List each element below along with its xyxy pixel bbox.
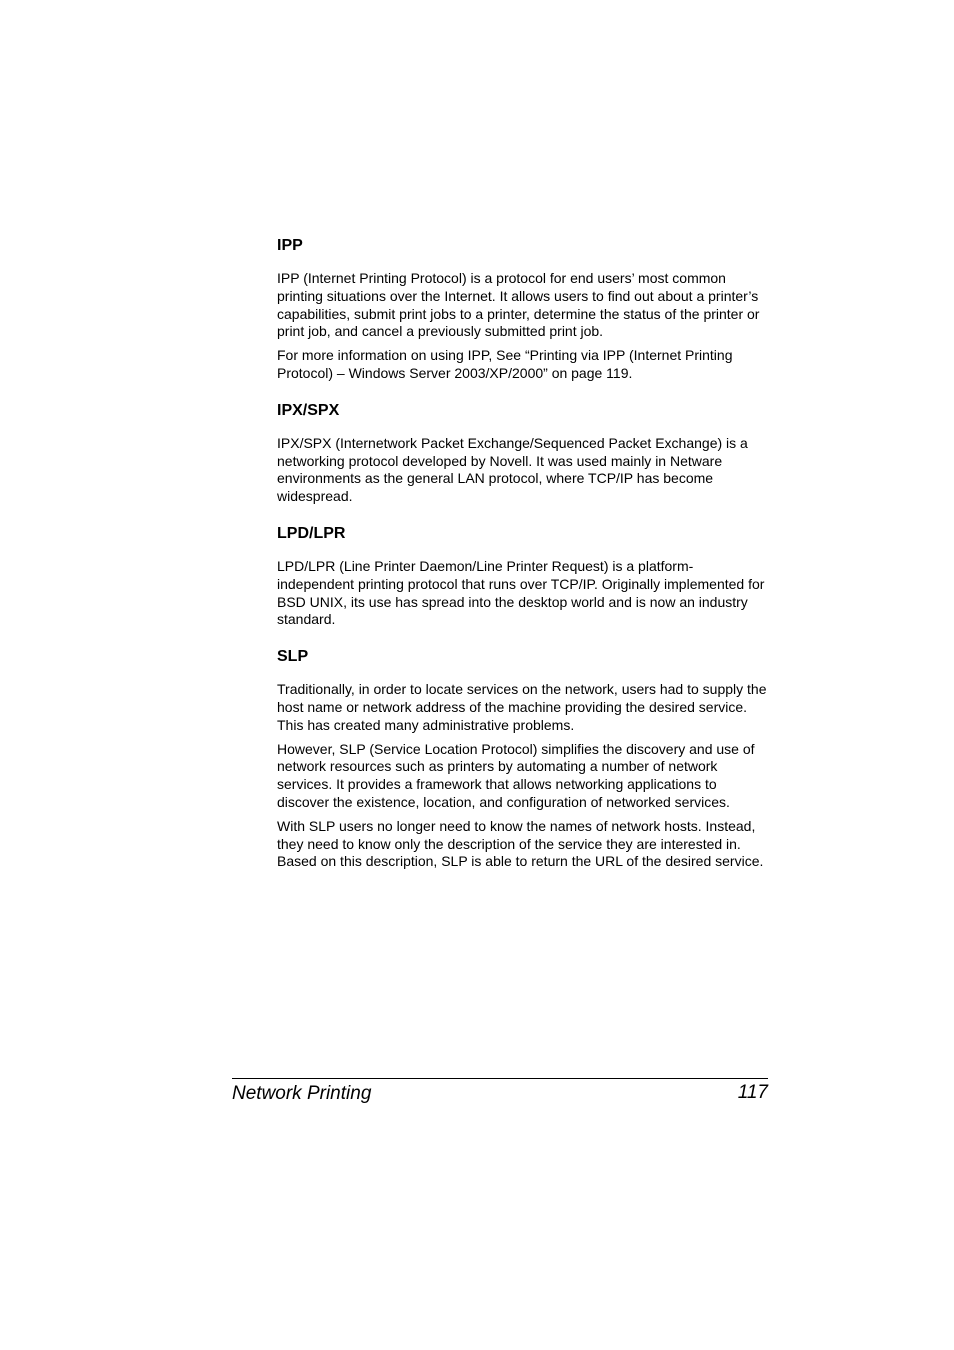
paragraph: IPP (Internet Printing Protocol) is a protocol for end users’ most common printing situations over the Internet. It allows users to find out about a printer’s capabilities, submit print jobs to a printer, determine the status of the printer or print job, and cancel a previously submitted print job.	[277, 270, 760, 340]
section-heading: IPP	[277, 237, 303, 254]
paragraph: For more information on using IPP, See “Printing via IPP (Internet Printing Protocol) – Windows Server 2003/XP/2000” on page 119.	[277, 347, 733, 381]
paragraph: However, SLP (Service Location Protocol) simplifies the discovery and use of network resources such as printers by automating a number of network services. It provides a framework that allows networking applications to discover the existence, location, and configuration of networked services.	[277, 740, 755, 810]
paragraph: LPD/LPR (Line Printer Daemon/Line Printer Request) is a platform-independent printing protocol that runs over TCP/IP. Originally implemented for BSD UNIX, its use has spread into the desktop world and is now an industry standard.	[277, 557, 765, 628]
paragraph: Traditionally, in order to locate services on the network, users had to supply the host name or network address of the machine providing the desired service. This has created many administrative problems.	[277, 681, 767, 733]
page-content	[277, 236, 769, 889]
footer-page-number: 117	[737, 1082, 768, 1103]
section-heading: SLP	[277, 648, 309, 666]
section-ipp	[277, 236, 769, 383]
section-slp	[277, 647, 769, 871]
paragraph: IPX/SPX (Internetwork Packet Exchange/Sequenced Packet Exchange) is a networking protocol developed by Novell. It was used mainly in Netware environments as the general LAN protocol, where TCP/IP has become widespread.	[277, 434, 748, 505]
page-footer	[232, 1078, 768, 1104]
section-heading: LPD/LPR	[277, 524, 346, 542]
paragraph: With SLP users no longer need to know the names of network hosts. Instead, they need to know only the description of the service they are interested in. Based on this description, SLP is able to return the URL of the desired service.	[277, 817, 764, 870]
section-heading: IPX/SPX	[277, 401, 340, 419]
section-ipx-spx	[277, 401, 769, 506]
section-lpd-lpr	[277, 524, 769, 629]
footer-chapter-title: Network Printing	[232, 1083, 372, 1104]
